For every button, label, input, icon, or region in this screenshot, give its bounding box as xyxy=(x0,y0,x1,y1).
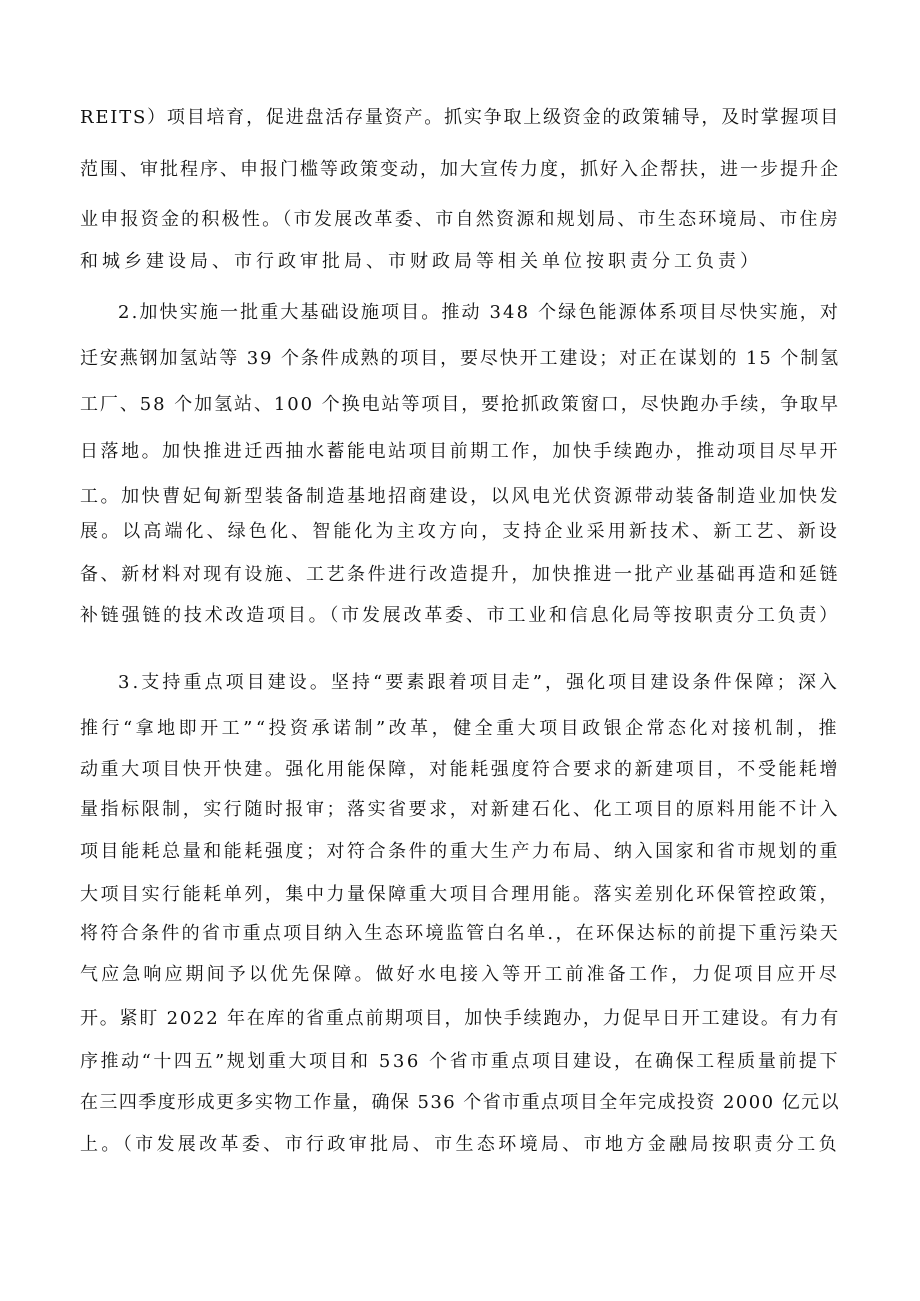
paragraph-1-line-4: 和城乡建设局、市行政审批局、市财政局等相关单位按职责分工负责） xyxy=(80,251,762,272)
paragraph-2-line-2: 迁安燕钢加氢站等 39 个条件成熟的项目，要尽快开工建设；对正在谋划的 15 个制氢 xyxy=(80,348,840,369)
paragraph-3-line-2: 推行“拿地即开工”“投资承诺制”改革，健全重大项目政银企常态化对接机制，推 xyxy=(80,718,840,739)
paragraph-2-line-1: 2.加快实施一批重大基础设施项目。推动 348 个绿色能源体系项目尽快实施，对 xyxy=(118,302,840,323)
paragraph-3-line-6: 大项目实行能耗单列，集中力量保障重大项目合理用能。落实差别化环保管控政策， xyxy=(80,884,840,905)
paragraph-3-line-10: 序推动“十四五”规划重大项目和 536 个省市重点项目建设，在确保工程质量前提下 xyxy=(80,1051,840,1072)
paragraph-1-line-3: 业申报资金的积极性。（市发展改革委、市自然资源和规划局、市生态环境局、市住房 xyxy=(80,209,840,230)
paragraph-3-line-7: 将符合条件的省市重点项目纳入生态环境监管白名单.，在环保达标的前提下重污染天 xyxy=(80,923,840,944)
paragraph-1-line-2: 范围、审批程序、申报门槛等政策变动，加大宣传力度，抓好入企帮扶，进一步提升企 xyxy=(80,159,840,180)
paragraph-1-line-1: REITS）项目培育，促进盘活存量资产。抓实争取上级资金的政策辅导，及时掌握项目 xyxy=(80,107,840,128)
paragraph-3-line-11: 在三四季度形成更多实物工作量，确保 536 个省市重点项目全年完成投资 2000 亿元以 xyxy=(80,1092,840,1113)
paragraph-2-line-4: 日落地。加快推进迁西抽水蓄能电站项目前期工作，加快手续跑办，推动项目尽早开 xyxy=(80,441,840,462)
paragraph-2-line-7: 备、新材料对现有设施、工艺条件进行改造提升，加快推进一批产业基础再造和延链 xyxy=(80,564,840,585)
paragraph-3-line-1: 3.支持重点项目建设。坚持“要素跟着项目走”，强化项目建设条件保障；深入 xyxy=(118,672,840,693)
paragraph-3-line-4: 量指标限制，实行随时报审；落实省要求，对新建石化、化工项目的原料用能不计入 xyxy=(80,799,840,820)
paragraph-3-line-5: 项目能耗总量和能耗强度；对符合条件的重大生产力布局、纳入国家和省市规划的重 xyxy=(80,841,840,862)
paragraph-3-line-12: 上。（市发展改革委、市行政审批局、市生态环境局、市地方金融局按职责分工负 xyxy=(80,1134,840,1155)
paragraph-3-line-8: 气应急响应期间予以优先保障。做好水电接入等开工前准备工作，力促项目应开尽 xyxy=(80,964,840,985)
paragraph-3-line-3: 动重大项目快开快建。强化用能保障，对能耗强度符合要求的新建项目，不受能耗增 xyxy=(80,759,840,780)
paragraph-2-line-6: 展。以高端化、绿色化、智能化为主攻方向，支持企业采用新技术、新工艺、新设 xyxy=(80,521,840,542)
paragraph-3-line-9: 开。紧盯 2022 年在库的省重点前期项目，加快手续跑办，力促早日开工建设。有力有 xyxy=(80,1008,840,1029)
paragraph-2-line-5: 工。加快曹妃甸新型装备制造基地招商建设，以风电光伏资源带动装备制造业加快发 xyxy=(80,486,840,507)
paragraph-2-line-3: 工厂、58 个加氢站、100 个换电站等项目，要抢抓政策窗口，尽快跑办手续，争取早 xyxy=(80,394,840,415)
paragraph-2-line-8: 补链强链的技术改造项目。（市发展改革委、市工业和信息化局等按职责分工负责） xyxy=(80,605,840,626)
